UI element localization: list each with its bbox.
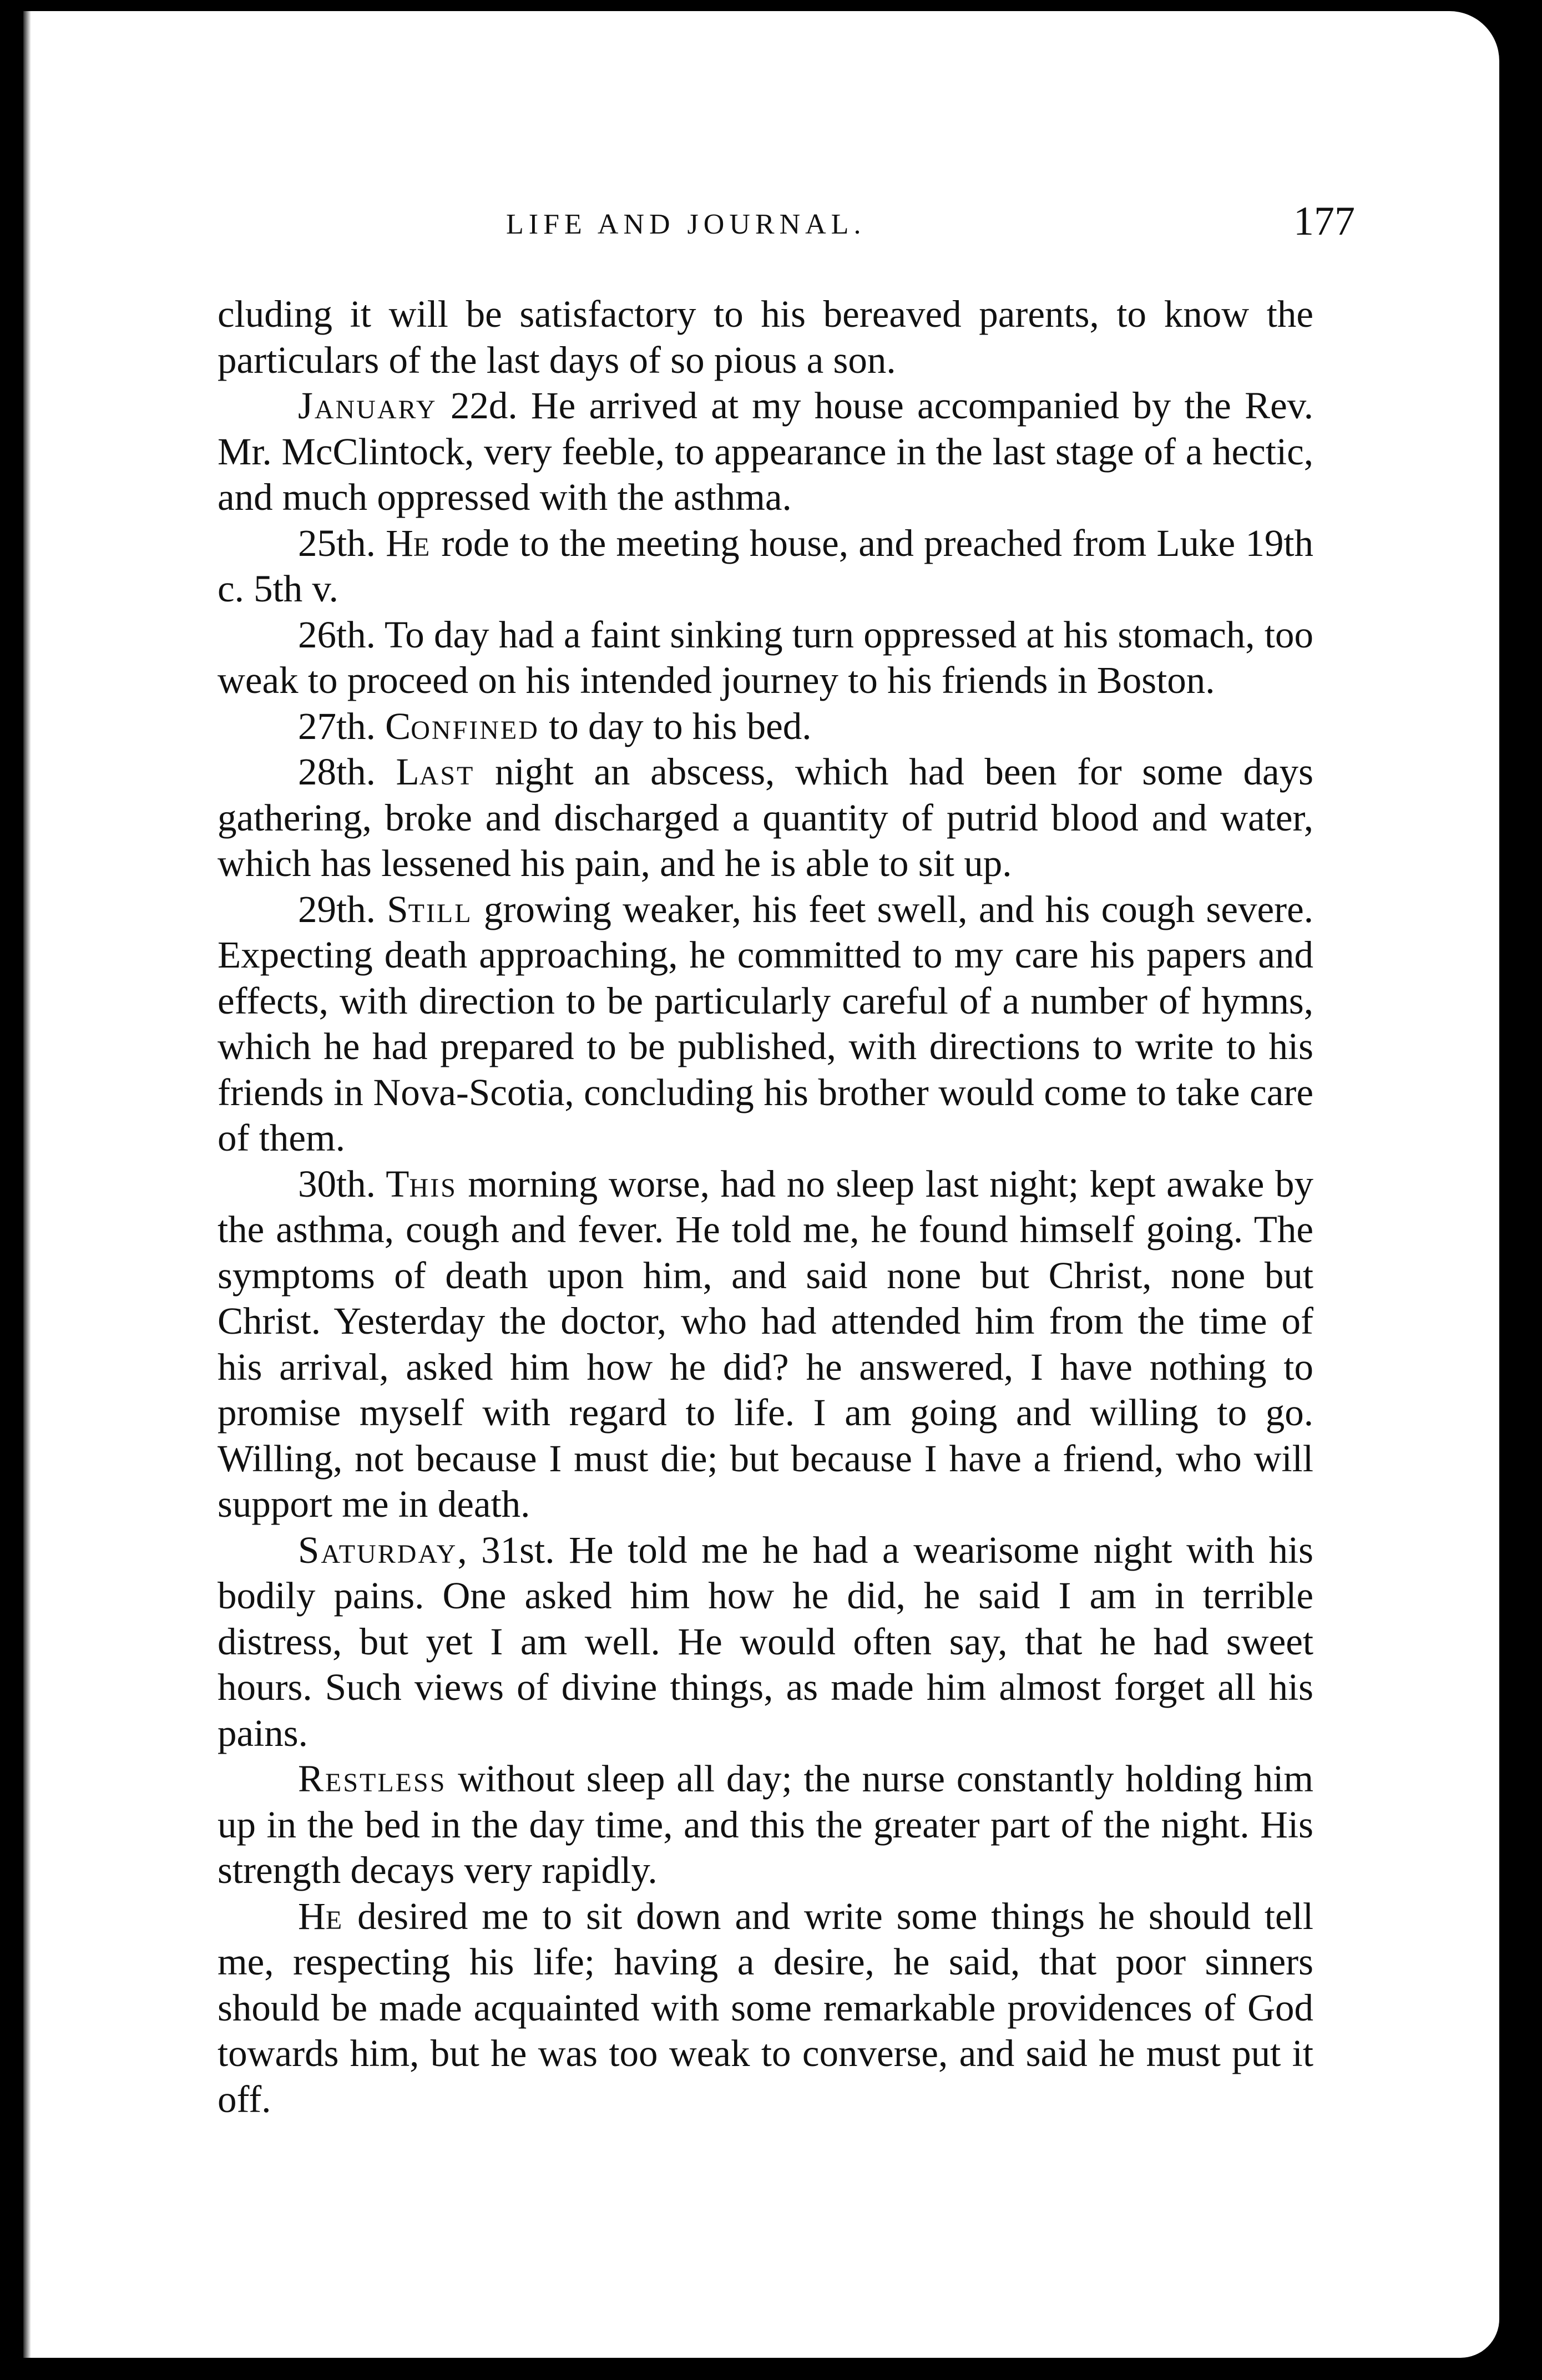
paragraph: [218, 383, 1313, 520]
scanned-page: [23, 11, 1499, 2358]
body-text: [218, 291, 1313, 2122]
page-header: [223, 199, 1355, 252]
paragraph-text: , 31st. He told me he had a wearisome night with his bodily pains. One asked him how he did, he said I am in terrible distress, but yet I am well. He would often say, that he had sweet hours. Such views of divine things, as made him almost forget all his pains.: [218, 1528, 1313, 1754]
paragraph-text: 26th. To day had a faint sinking turn oppressed at his stomach, too weak to proceed on his intended journey to his friends in Boston.: [218, 613, 1313, 701]
paragraph-text: H: [298, 1895, 326, 1937]
paragraph: [218, 749, 1313, 887]
small-caps-lead: e: [325, 1895, 344, 1937]
paragraph-text: 22d. He arrived at my house accompanied by the Rev. Mr. McClintock, very feeble, to appearance in the last stage of a hectic, and much oppressed with the asthma.: [218, 384, 1313, 518]
paragraph-text: 28th. L: [298, 751, 419, 793]
paragraph-text: without sleep all day; the nurse constantly holding him up in the bed in the day time, and this the greater part of the night. His strength decays very rapidly.: [218, 1758, 1313, 1891]
paragraph-text: 30th. T: [298, 1162, 409, 1205]
paragraph: [218, 1527, 1313, 1756]
paragraph: [218, 1893, 1313, 2123]
small-caps-lead: e: [413, 521, 432, 564]
small-caps-lead: his: [409, 1162, 457, 1205]
small-caps-lead: Saturday: [298, 1528, 458, 1571]
paragraph-text: growing weaker, his feet swell, and his cough severe. Expecting death approaching, he committed to my care his papers and effects, with direction to be particularly careful of a number of hymns, which he had prepared to be published, with directions to write to his friends in Nova-Scotia, concluding his brother would come to take care of them.: [218, 888, 1314, 1159]
paragraph-text: 27th. C: [298, 705, 411, 747]
page-number: 177: [1293, 199, 1355, 244]
paragraph-text: night an abscess, which had been for some days gathering, broke and discharged a quantity of putrid blood and water, which has lessened his pain, and he is able to sit up.: [218, 751, 1313, 884]
small-caps-lead: January: [298, 384, 437, 427]
paragraph: [218, 291, 1313, 383]
small-caps-lead: till: [408, 888, 473, 930]
scan-edge-shadow: [23, 11, 31, 2358]
paragraph-text: to day to his bed.: [539, 705, 812, 747]
paragraph-text: 29th. S: [298, 888, 408, 930]
small-caps-lead: onfined: [411, 705, 539, 747]
paragraph: [218, 887, 1313, 1161]
paragraph-text: 25th. H: [298, 521, 413, 564]
paragraph: [218, 703, 1313, 750]
small-caps-lead: Restless: [298, 1758, 447, 1800]
paragraph: [218, 1756, 1313, 1893]
paragraph: [218, 1161, 1313, 1527]
paragraph: [218, 520, 1313, 612]
paragraph-text: rode to the meeting house, and preached from Luke 19th c. 5th v.: [218, 521, 1314, 610]
paragraph-text: desired me to sit down and write some things he should tell me, respecting his life; having a desire, he said, that poor sinners should be made acquainted with some remarkable providences of God towards him, but he was too weak to converse, and said he must put it off.: [218, 1895, 1313, 2120]
paragraph: [218, 612, 1313, 703]
small-caps-lead: ast: [419, 751, 475, 793]
paragraph-text: morning worse, had no sleep last night; kept awake by the asthma, cough and fever. He told me, he found himself going. The symptoms of death upon him, and said none but Christ, none but Christ. Yesterday the doctor, who had attended him from the time of his arrival, asked him how he did? he answered, I have nothing to promise myself with regard to life. I am going and willing to go. Willing, not because I must die; but because I have a friend, who will support me in death.: [218, 1162, 1313, 1525]
paragraph-text: cluding it will be satisfactory to his bereaved parents, to know the particulars of the last days of so pious a son.: [218, 293, 1313, 381]
running-head: LIFE AND JOURNAL.: [506, 209, 866, 240]
